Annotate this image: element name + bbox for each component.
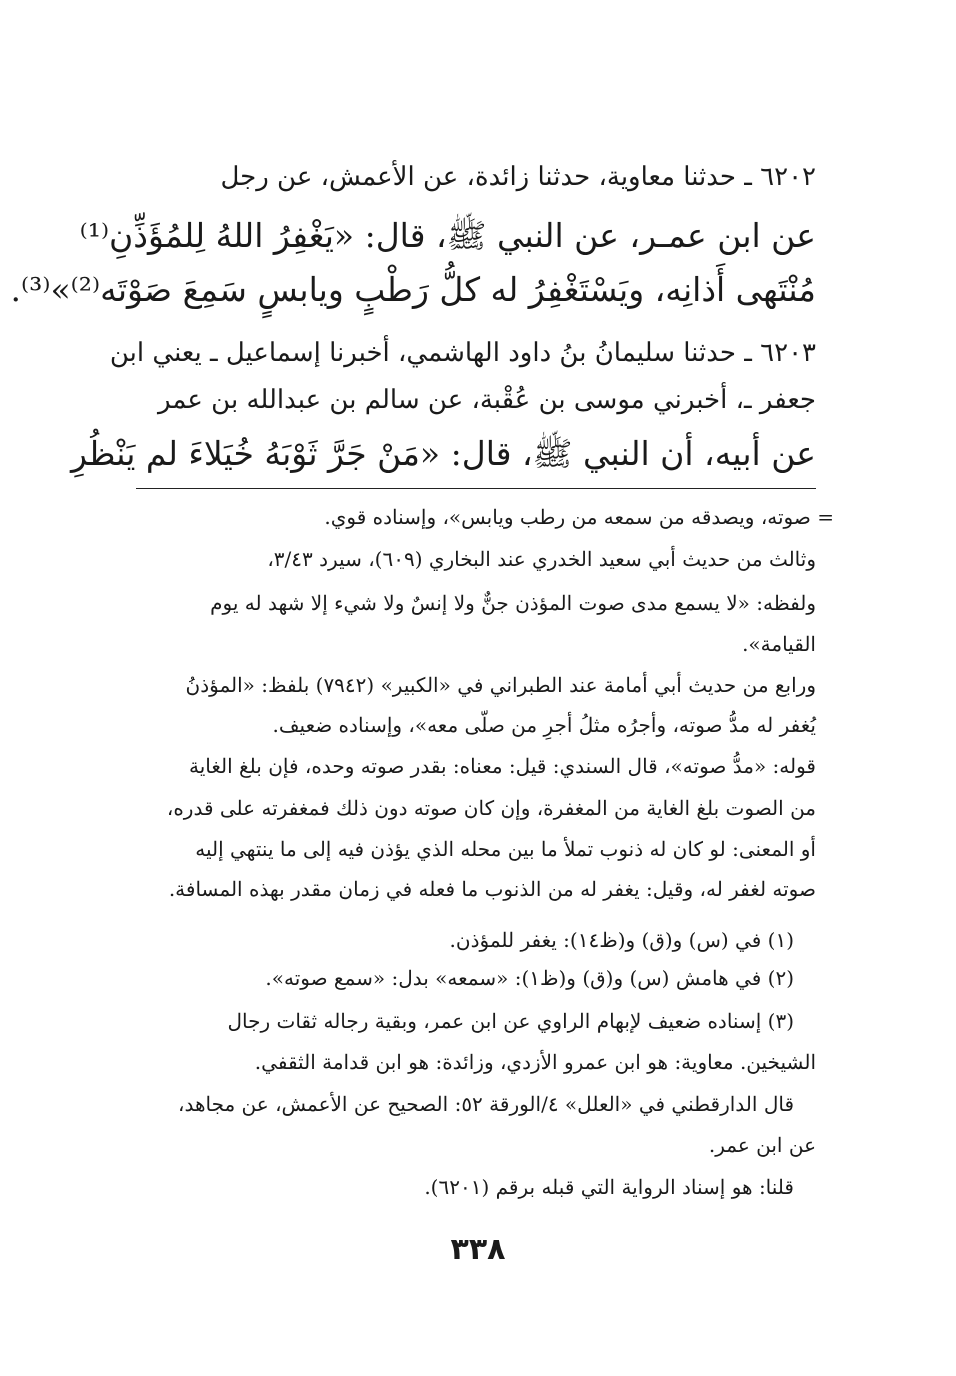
footnote-3-line: قال الدارقطني في «العلل» ٤/الورقة ٥٢: الصحيح عن الأعمش، عن مجاهد،	[177, 1092, 794, 1116]
hadith-6203-line-1: ٦٢٠٣ ـ حدثنا سليمانُ بنُ داود الهاشمي، أخبرنا إسماعيل ـ يعني ابن	[109, 338, 816, 368]
page-number: ٣٣٨	[450, 1232, 506, 1267]
commentary-line: صوته لغفر له، وقيل: يغفر له من الذنوب ما فعله في زمان مقدر بهذه المسافة.	[168, 877, 816, 901]
hadith-6203-line-3: عن أبيه، أن النبي ﷺ، قال: «مَنْ جَرَّ ثَوْبَهُ خُيَلاءَ لم يَنْظُرِ	[70, 434, 816, 473]
hadith-6202-line-1: ٦٢٠٢ ـ حدثنا معاوية، حدثنا زائدة، عن الأعمش، عن رجل	[220, 162, 816, 192]
commentary-line: وثالث من حديث أبي سعيد الخدري عند البخاري (٦٠٩)، سيرد ٣/٤٣،	[267, 547, 816, 571]
commentary-line: ورابع من حديث أبي أمامة عند الطبراني في «الكبير» (٧٩٤٢) بلفظ: «المؤذنُ	[185, 673, 816, 697]
footnote-3-line: الشيخين. معاوية: هو ابن عمرو الأزدي، وزائدة: هو ابن قدامة الثقفي.	[254, 1050, 816, 1074]
footnote-3-line: عن ابن عمر.	[708, 1133, 816, 1157]
footnote-3-line: قلنا: هو إسناد الرواية التي قبله برقم (٦٢٠١).	[424, 1175, 794, 1199]
footnote-1: (١) في (س) و(ق) و(ظ١٤): يغفر للمؤذن.	[449, 928, 794, 952]
hadith-6202-line-3: مُنْتَهى أَذانِه، ويَسْتَغْفِرُ له كلُّ رَطْبٍ ويابسٍ سَمِعَ صَوْتَه⁽²⁾»⁽³⁾.	[10, 270, 816, 309]
commentary-line: يُغفر له مدُّ صوته، وأجرُه مثلُ أجرِ من صلّى معه»، وإسناده ضعيف.	[272, 713, 816, 737]
footnote-divider	[136, 488, 816, 489]
commentary-line: من الصوت بلغ الغاية من المغفرة، وإن كان صوته دون ذلك فمغفرته على قدره،	[166, 796, 816, 820]
commentary-line: = صوته، ويصدقه من سمعه من رطب ويابس»، وإسناده قوي.	[324, 505, 834, 529]
hadith-6203-line-2: جعفر ـ، أخبرني موسى بن عُقْبة، عن سالم بن عبدالله بن عمر	[158, 385, 816, 415]
footnote-3: (٣) إسناده ضعيف لإبهام الراوي عن ابن عمر، وبقية رجاله ثقات رجال	[227, 1009, 794, 1033]
commentary-line: القيامة».	[742, 632, 816, 656]
hadith-6202-line-2: عن ابن عمـر، عن النبي ﷺ، قال: «يَغْفِرُ اللهُ لِلمُؤَذِّنِ⁽¹⁾	[79, 216, 816, 255]
commentary-line: أو المعنى: لو كان له ذنوب تملأ ما بين محله الذي يؤذن فيه إلى ما ينتهي إليه	[195, 837, 816, 861]
commentary-line: قوله: «مدُّ صوته»، قال السندي: قيل: معناه: بقدر صوته وحده، فإن بلغ الغاية	[188, 754, 816, 778]
footnote-2: (٢) في هامش (س) و(ق) و(ظ١): «سمعه» بدل: «سمع صوته».	[265, 966, 794, 990]
commentary-line: ولفظه: «لا يسمع مدى صوت المؤذن جنٌّ ولا إنسٌ ولا شيء إلا شهد له يوم	[210, 591, 816, 615]
